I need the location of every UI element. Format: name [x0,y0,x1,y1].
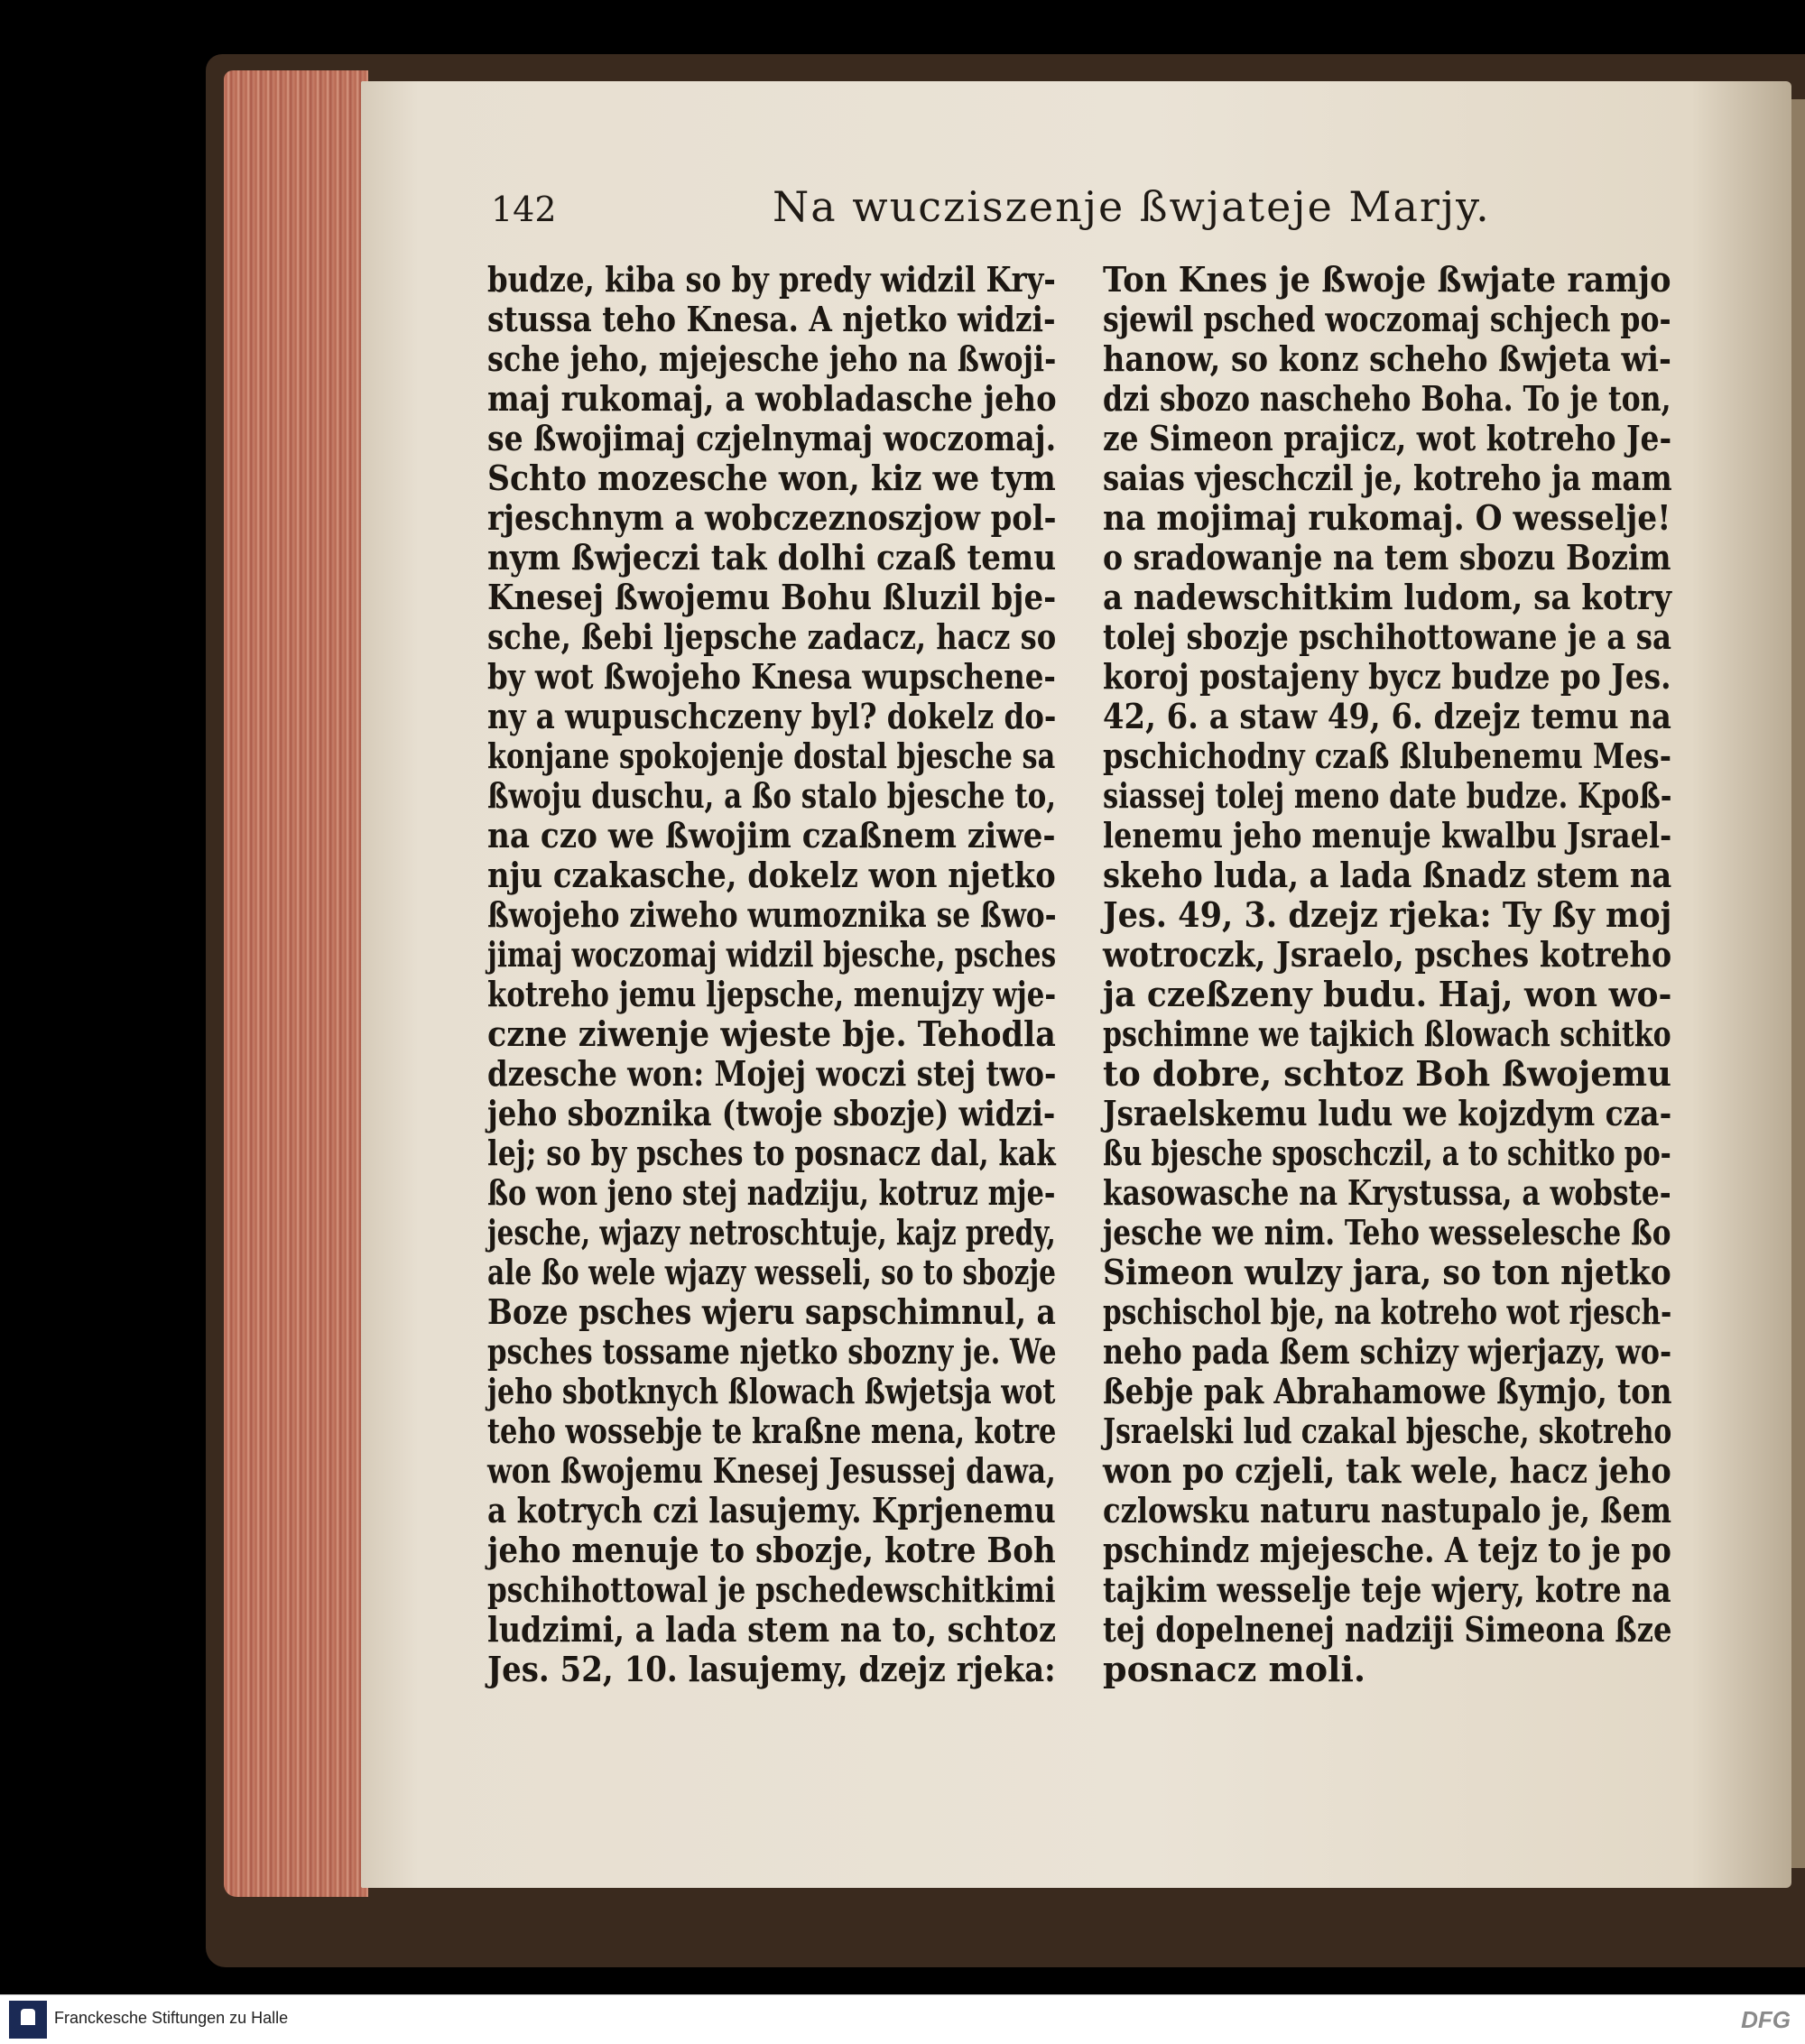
text-line: jeho sbotknych ßlowach ßwjetsja wot [487,1371,1056,1411]
text-line: saias vjeschczil je, kotreho ja mam [1103,458,1672,498]
text-line: a nadewschitkim ludom, sa kotry [1103,577,1672,617]
text-line: koroj postajeny bycz budze po Jes. [1103,656,1671,697]
text-line: skeho luda, a lada ßnadz stem na [1103,855,1672,895]
text-line: czne ziwenje wjeste bje. Tehodla [487,1013,1056,1054]
facing-page-edge [1791,99,1805,1868]
viewer-footer [0,1994,1805,2044]
text-line: Jes. 49, 3. dzejz rjeka: Ty ßy moj [1103,894,1672,935]
text-line: kotreho jemu ljepsche, menujzy wje- [487,974,1057,1014]
text-line: jesche we nim. Teho wesselesche ßo [1103,1212,1671,1253]
institution-name: Franckesche Stiftungen zu Halle [54,2009,289,2027]
text-line: tajkim wesselje teje wjery, kotre na [1103,1569,1671,1610]
text-line: Schto mozesche won, kiz we tym [487,458,1056,498]
text-line: dzesche won: Mojej woczi stej two- [487,1053,1057,1094]
institution-logo-icon [9,2001,47,2039]
text-line: Ton Knes je ßwoje ßwjate ramjo [1103,259,1671,300]
text-line: pschindz mjejesche. A tejz to je po [1103,1530,1671,1570]
text-line: lenemu jeho menuje kwalbu Jsrael- [1103,815,1672,856]
text-line: 42, 6. a staw 49, 6. dzejz temu na [1103,696,1671,736]
text-line: o sradowanje na tem sbozu Bozim [1103,537,1671,578]
text-line: sche, ßebi ljepsche zadacz, hacz so [487,616,1057,657]
text-column-right [1103,260,1671,1689]
text-line: Knesej ßwojemu Bohu ßluzil bje- [487,577,1057,617]
text-line: ßwoju duschu, a ßo stalo bjesche to, [487,775,1057,816]
text-line: kasowasche na Krystussa, a wobste- [1103,1172,1671,1213]
text-line: neho pada ßem schizy wjerjazy, wo- [1103,1331,1672,1372]
running-head: Na wucziszenje ßwjateje Marjy. [773,182,1491,231]
text-line: pschichodny czaß ßlubenemu Mes- [1103,735,1671,776]
text-line: tolej sbozje pschihottowane je a sa [1103,616,1671,657]
text-line: Jsraelskemu ludu we kojzdym cza- [1103,1093,1672,1133]
logo-mark [21,2009,35,2025]
text-line: ale ßo wele wjazy wesseli, so to sbozje [487,1252,1056,1292]
text-column-left [487,260,1056,1689]
text-line: teho wossebje te kraßne mena, kotre [487,1410,1057,1451]
text-line: won ßwojemu Knesej Jesussej dawa, [487,1450,1056,1491]
text-line: se ßwojimaj czjelnymaj woczomaj. [487,418,1057,458]
text-line: na czo we ßwojim czaßnem ziwe- [487,815,1056,856]
text-line: ze Simeon prajicz, wot kotreho Je- [1103,418,1672,458]
text-line: maj rukomaj, a wobladasche jeho [487,378,1057,419]
text-line: rjeschnym a wobczeznoszjow pol- [487,497,1057,538]
text-line: ny a wupuschczeny byl? dokelz do- [487,696,1057,736]
text-line: sche jeho, mjejesche jeho na ßwoji- [487,338,1057,379]
text-line: dzi sbozo nascheho Boha. To je ton, [1103,378,1671,419]
text-line: pschischol bje, na kotreho wot rjesch- [1103,1291,1672,1332]
text-line: sjewil psched woczomaj schjech po- [1103,299,1671,339]
text-line: jeho sboznika (twoje sbozje) widzi- [487,1093,1056,1133]
text-line: wotroczk, Jsraelo, psches kotreho [1103,934,1672,975]
text-line: pschimne we tajkich ßlowach schitko [1103,1013,1671,1054]
text-line: Jsraelski lud czakal bjesche, skotreho [1103,1410,1672,1451]
text-line: siassej tolej meno date budze. Kpoß- [1103,775,1672,816]
text-line: pschihottowal je pschedewschitkimi [487,1569,1056,1610]
text-line: budze, kiba so by predy widzil Kry- [487,259,1056,300]
text-line: konjane spokojenje dostal bjesche sa [487,735,1056,776]
text-line: ßebje pak Abrahamowe ßymjo, ton [1103,1371,1672,1411]
page-number: 142 [491,190,557,229]
funder-logo-text: DFG [1741,2006,1791,2033]
page-edges [224,70,368,1897]
text-line: ßu bjesche sposchczil, a to schitko po- [1103,1133,1671,1173]
text-line: Jes. 52, 10. lasujemy, dzejz rjeka: [487,1649,1056,1689]
text-line: ja czeßzeny budu. Haj, won wo- [1103,974,1672,1014]
text-line: jimaj woczomaj widzil bjesche, psches [487,934,1057,975]
text-line: ßo won jeno stej nadziju, kotruz mje- [487,1172,1056,1213]
text-line: na mojimaj rukomaj. O wesselje! [1103,497,1671,538]
text-line: jeho menuje to sbozje, kotre Boh [487,1530,1056,1570]
text-line: to dobre, schtoz Boh ßwojemu [1103,1053,1672,1094]
text-line: by wot ßwojeho Knesa wupschene- [487,656,1056,697]
text-line: czlowsku naturu nastupalo je, ßem [1103,1490,1672,1531]
text-line: posnacz moli. [1103,1649,1366,1689]
text-line: nym ßwjeczi tak dolhi czaß temu [487,537,1057,578]
text-line: a kotrych czi lasujemy. Kprjenemu [487,1490,1056,1531]
text-line: ßwojeho ziweho wumoznika se ßwo- [487,894,1057,935]
text-line: won po czjeli, tak wele, hacz jeho [1103,1450,1671,1491]
text-line: hanow, so konz scheho ßwjeta wi- [1103,338,1671,379]
text-line: Simeon wulzy jara, so ton njetko [1103,1252,1671,1292]
text-line: jesche, wjazy netroschtuje, kajz predy, [487,1212,1056,1253]
text-line: stussa teho Knesa. A njetko widzi- [487,299,1056,339]
text-line: psches tossame njetko sbozny je. We [487,1331,1057,1372]
text-line: ludzimi, a lada stem na to, schtoz [487,1609,1057,1650]
text-line: Boze psches wjeru sapschimnul, a [487,1291,1056,1332]
text-line: lej; so by psches to posnacz dal, kak [487,1133,1056,1173]
text-line: nju czakasche, dokelz won njetko [487,855,1056,895]
text-line: tej dopelnenej nadziji Simeona ßze [1103,1609,1672,1650]
